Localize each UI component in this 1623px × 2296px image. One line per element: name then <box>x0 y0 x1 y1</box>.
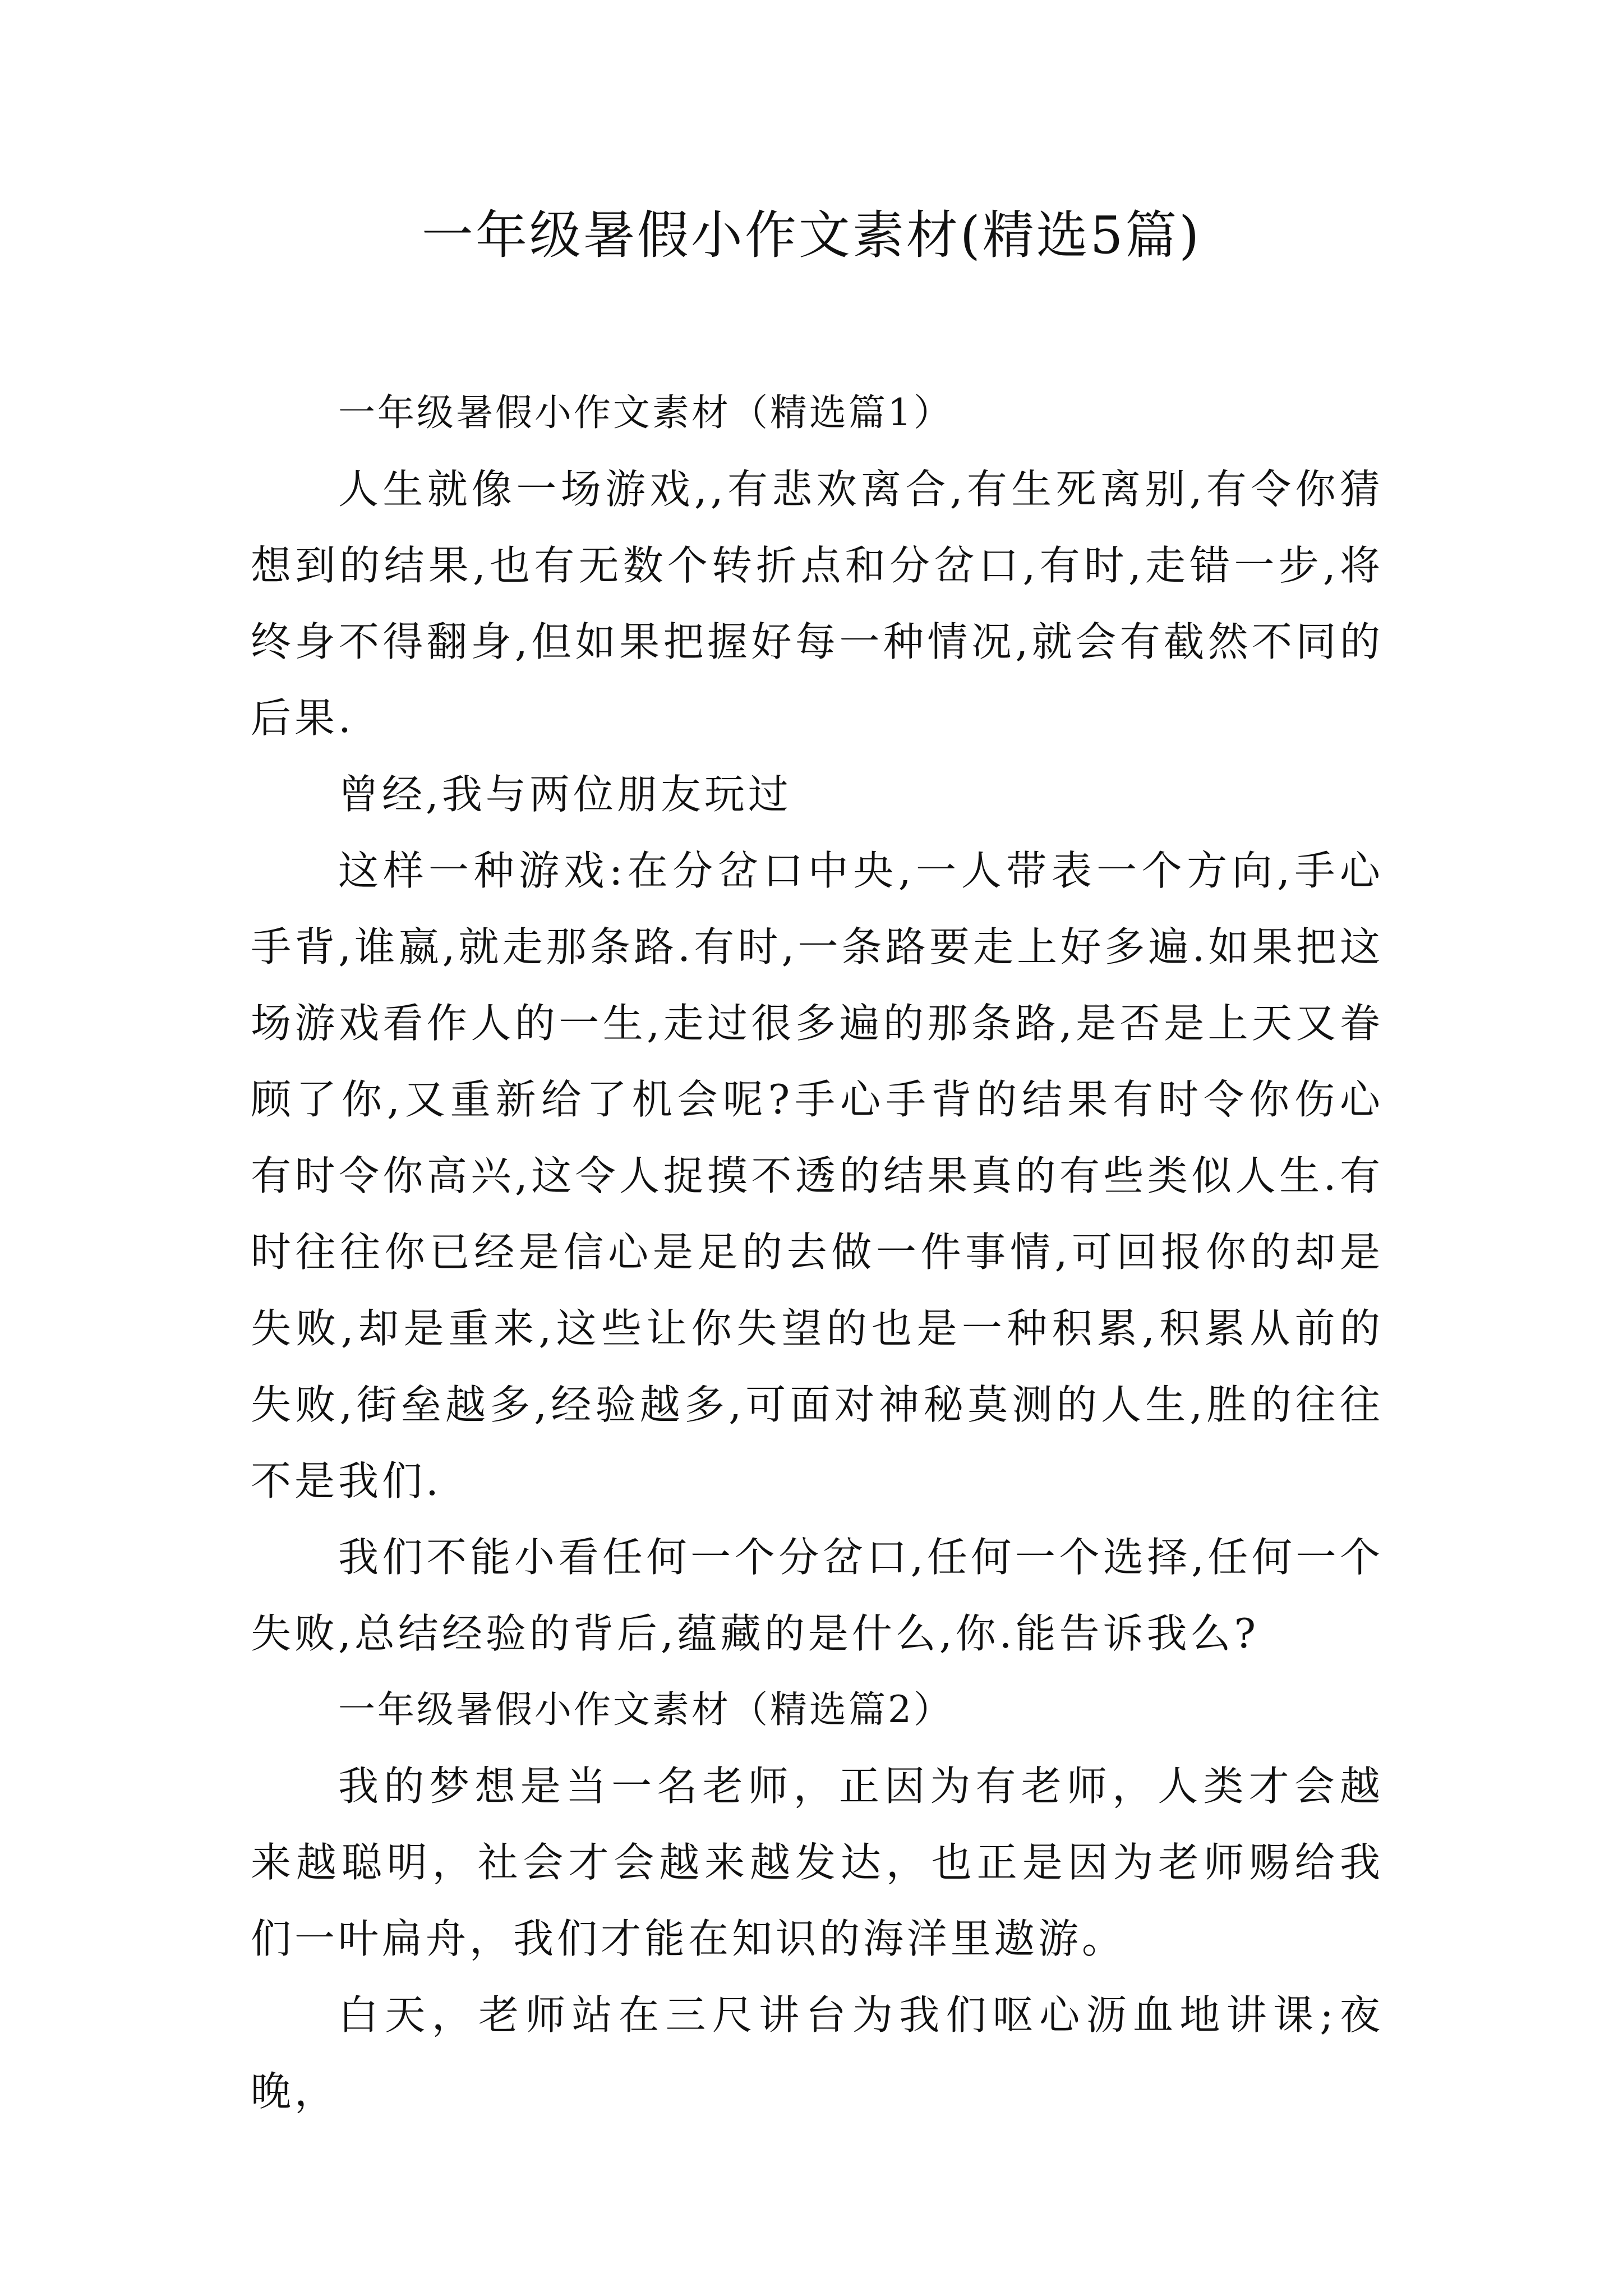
paragraph: 白天，老师站在三尺讲台为我们呕心沥血地讲课;夜晚， <box>251 1991 1384 2115</box>
section-heading-2: 一年级暑假小作文素材（精选篇2） <box>338 1688 953 1731</box>
paragraph: 这样一种游戏:在分岔口中央,一人带表一个方向,手心手背,谁嬴,就走那条路.有时,一条路要走上好多遍.如果把这场游戏看作人的一生,走过很多遍的那条路,是否是上天又眷顾了你,又重新给了机会呢?手心手背的结果有时令你伤心有时令你高兴,这令人捉摸不透的结果真的有些类似人生.有时往往你已经是信心是足的去做一件事情,可回报你的却是失败,却是重来,这些让你失望的也是一种积累,积累从前的失败,街垒越多,经验越多,可面对神秘莫测的人生,胜的往往不是我们. <box>251 847 1384 1504</box>
paragraph: 我的梦想是当一名老师，正因为有老师，人类才会越来越聪明，社会才会越来越发达，也正是因为老师赐给我们一叶扁舟，我们才能在知识的海洋里遨游。 <box>251 1763 1384 1962</box>
document-title: 一年级暑假小作文素材(精选5篇) <box>421 205 1202 265</box>
paragraph: 曾经,我与两位朋友玩过 <box>338 771 792 818</box>
document-body <box>251 375 1384 2129</box>
section-heading-1: 一年级暑假小作文素材（精选篇1） <box>338 391 953 434</box>
paragraph: 我们不能小看任何一个分岔口,任何一个选择,任何一个失败,总结经验的背后,蕴藏的是什么,你.能告诉我么? <box>251 1534 1384 1657</box>
paragraph: 人生就像一场游戏,,有悲欢离合,有生死离别,有令你猜想到的结果,也有无数个转折点和分岔口,有时,走错一步,将终身不得翻身,但如果把握好每一种情况,就会有截然不同的后果. <box>251 466 1384 742</box>
